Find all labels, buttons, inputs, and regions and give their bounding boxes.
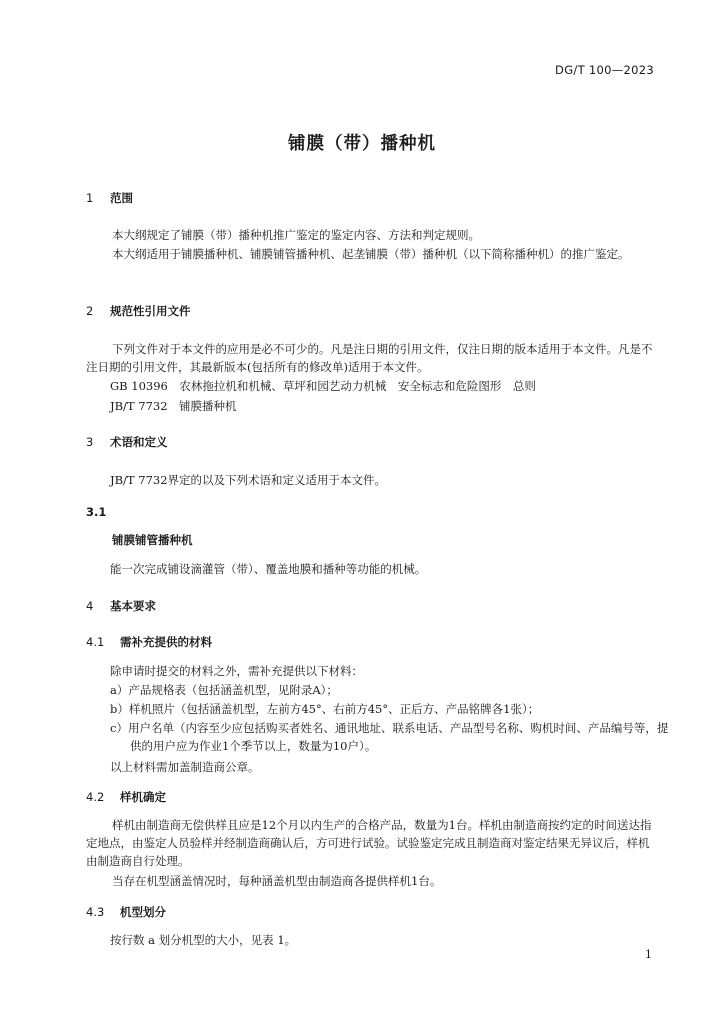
section-number: 4.1 [86, 635, 105, 649]
section-number: 4.2 [86, 790, 105, 804]
reference-jbt7732: JB/T 7732 铺膜播种机 [110, 399, 237, 413]
standard-code: DG/T 100—2023 [555, 63, 654, 77]
reference-gb10396: GB 10396 农林拖拉机和机械、草坪和园艺动力机械 安全标志和危险图形 总则 [110, 379, 536, 393]
section-4-3-heading [86, 904, 166, 920]
normative-references-paragraph: 下列文件对于本文件的应用是必不可少的。凡是注日期的引用文件，仅注日期的版本适用于本文件。凡是不注日期的引用文件，其最新版本(包括所有的修改单)适用于本文件。 [86, 342, 653, 374]
page-number: 1 [645, 948, 652, 961]
materials-intro: 除申请时提交的材料之外，需补充提供以下材料： [110, 664, 363, 678]
materials-item-b: b）样机照片（包括涵盖机型，左前方45°、右前方45°、正后方、产品铭牌各1张）； [110, 702, 540, 716]
section-title: 机型划分 [120, 905, 167, 919]
section-number: 4 [86, 599, 94, 613]
subsection-3-1-number: 3.1 [86, 505, 107, 519]
section-2-heading [86, 303, 191, 319]
section-4-1-heading [86, 634, 212, 650]
section-number: 4.3 [86, 905, 105, 919]
section-title: 术语和定义 [110, 435, 168, 449]
term-definition: 能一次完成铺设滴灌管（带）、覆盖地膜和播种等功能的机械。 [110, 562, 427, 576]
section-number: 3 [86, 435, 94, 449]
section-number: 2 [86, 304, 94, 318]
sample-confirmation-paragraph-1: 样机由制造商无偿供样且应是12个月以内生产的合格产品，数量为1台。样机由制造商按约定的时间送达指定地点，由鉴定人员验样并经制造商确认后，方可进行试验。试验鉴定完成且制造商对鉴定结果无异议后，样机由制造商自行处理。 [86, 818, 652, 868]
section-title: 基本要求 [110, 599, 157, 613]
section-1-heading [86, 190, 133, 206]
section-number: 1 [86, 191, 94, 205]
section-3-heading [86, 434, 168, 450]
term-name: 铺膜铺管播种机 [112, 533, 193, 547]
section-title: 需补充提供的材料 [120, 635, 213, 649]
materials-item-c: c）用户名单（内容至少应包括购买者姓名、通讯地址、联系电话、产品型号名称、购机时间、产品编号等，提供的用户应为作业1个季节以上，数量为10户）。 [110, 721, 669, 753]
terms-intro-paragraph: JB/T 7732界定的以及下列术语和定义适用于本文件。 [110, 473, 387, 487]
section-title: 样机确定 [120, 790, 167, 804]
scope-paragraph-1: 本大纲规定了铺膜（带）播种机推广鉴定的鉴定内容、方法和判定规则。 [112, 228, 480, 242]
document-title: 铺膜（带）播种机 [288, 134, 436, 154]
materials-item-a: a）产品规格表（包括涵盖机型，见附录A）； [110, 683, 338, 697]
sample-confirmation-paragraph-2: 当存在机型涵盖情况时，每种涵盖机型由制造商各提供样机1台。 [112, 874, 442, 888]
model-classification-paragraph: 按行数 a 划分机型的大小，见表 1。 [110, 933, 297, 947]
section-4-heading [86, 598, 156, 614]
section-4-2-heading [86, 789, 166, 805]
materials-outro: 以上材料需加盖制造商公章。 [110, 760, 260, 774]
scope-paragraph-2: 本大纲适用于铺膜播种机、铺膜铺管播种机、起垄铺膜（带）播种机（以下简称播种机）的推广鉴定。 [112, 247, 630, 261]
section-title: 规范性引用文件 [110, 304, 191, 318]
section-title: 范围 [110, 191, 134, 205]
